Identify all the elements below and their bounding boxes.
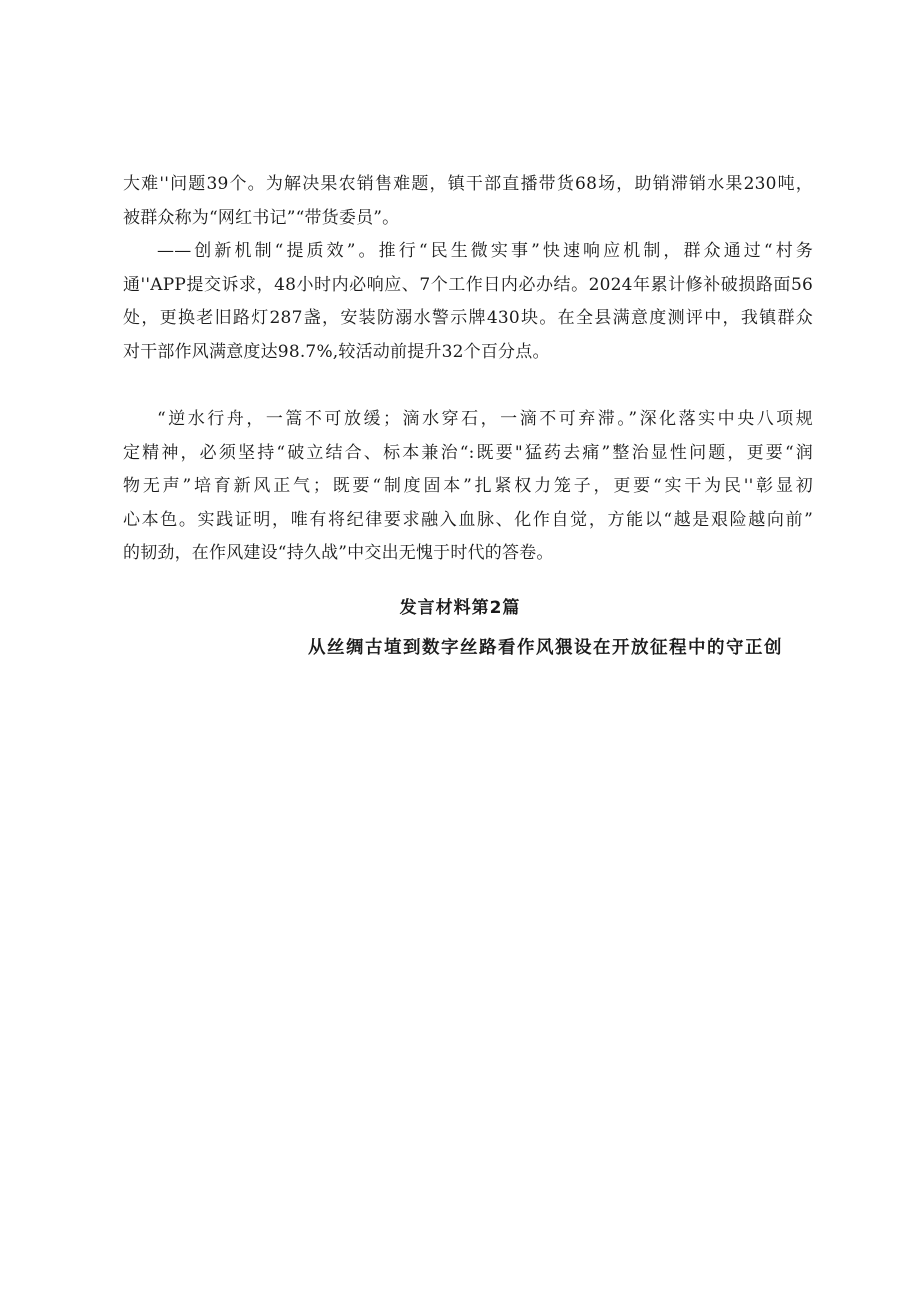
- paragraph-line: 通''APP提交诉求，48小时内必响应、7个工作日内必办结。2024年累计修补破损路面56: [123, 274, 813, 295]
- paragraph-line: 心本色。实践证明，唯有将纪律要求融入血脉、化作自觉，方能以“越是艰险越向前”: [123, 509, 813, 530]
- section-heading: 发言材料第2篇: [399, 598, 521, 618]
- paragraph-line: 对干部作风满意度达98.7%,较活动前提升32个百分点。: [123, 341, 550, 362]
- paragraph-line: 被群众称为“网红书记”“带货委员”。: [123, 207, 400, 228]
- paragraph-line: 处，更换老旧路灯287盏，安装防溺水警示牌430块。在全县满意度测评中，我镇群众: [123, 308, 813, 328]
- paragraph-line: 定精神，必须坚持“破立结合、标本兼治“:既要"猛药去痛”整治显性问题，更要“润: [123, 442, 813, 463]
- paragraph-line: 的韧劲，在作风建设“持久战”中交出无愧于时代的答卷。: [123, 543, 554, 563]
- article-title: 从丝绸古埴到数字丝路看作风猥设在开放征程中的守正创: [308, 638, 783, 658]
- paragraph-1: [123, 168, 813, 235]
- paragraph-2: [123, 235, 813, 369]
- paragraph-line: 大难''问题39个。为解决果农销售难题，镇干部直播带货68场，助销滞销水果230吨，: [123, 174, 813, 194]
- paragraph-3: [123, 403, 813, 571]
- paragraph-line: “逆水行舟，一篙不可放缓；滴水穿石，一滴不可弃滞。”深化落实中央八项规: [157, 409, 813, 429]
- paragraph-line: 物无声”培育新风正气；既要“制度固本”扎紧权力笼子，更要“实干为民''彰显初: [123, 476, 813, 496]
- paragraph-line: ——创新机制“提质效”。推行“民生微实事”快速响应机制，群众通过“村务: [157, 241, 813, 261]
